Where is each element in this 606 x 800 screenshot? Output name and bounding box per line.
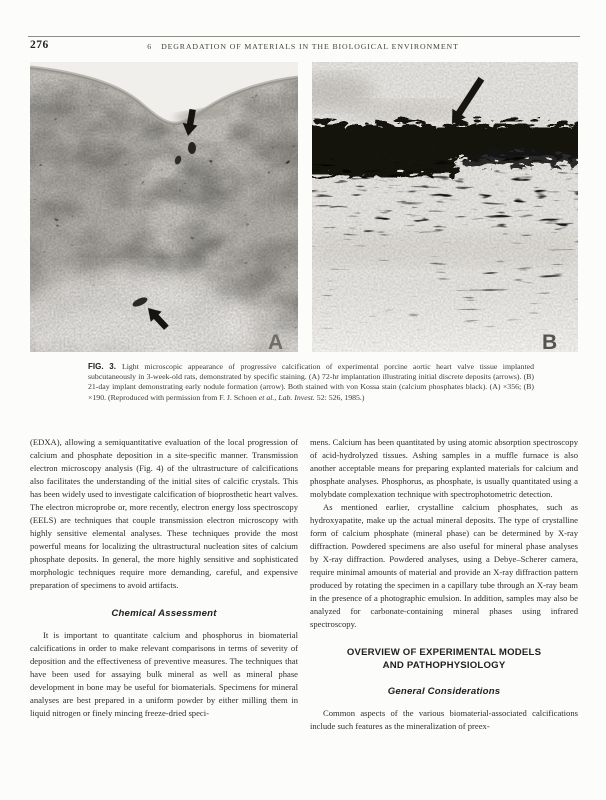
right-column — [310, 436, 578, 733]
tissue-texture-b — [312, 62, 578, 352]
caption-journal: Lab. Invest. — [276, 392, 315, 402]
figure-3 — [30, 62, 578, 352]
micrograph-panel-a — [30, 62, 298, 352]
heading-chemical-assessment: Chemical Assessment — [111, 608, 217, 619]
heading-general-considerations: General Considerations — [387, 686, 501, 697]
micrograph-b-image — [312, 62, 578, 352]
page-number: 276 — [30, 39, 49, 51]
left-column — [30, 436, 298, 720]
micrograph-a-image — [30, 62, 298, 352]
caption-text: Light microscopic appearance of progressive calcification of experimental porcine aortic heart valve tissue implanted subcutaneously in 3-week-old rats, demonstrated by specific staining. (A) 72-hr implantation illustrating initial discrete deposits (arrows). (B) 21-day implant demonstrating early nodule formation (arrow). Both stained with von Kossa stain (calcium phosphates black). (A) ×356; (B) ×190. (Reproduced with permission from F. J. Schoen — [88, 362, 534, 402]
micrograph-panel-b — [312, 62, 578, 352]
paragraph-crystalline: As mentioned earlier, crystalline calcium phosphates, such as hydroxyapatite, make up the actual mineral deposits. The type of crystalline form of calcium phosphate (mineral phase) can be determined by X-ray diffraction. Powdered specimens are also useful for mineral phase analyses by X-ray diffraction. Powdered analyses, using a Debye–Scherer camera, require minimal amounts of material and provide an X-ray diffraction pattern produced by rotating the specimen in a capillary tube through an X-ray beam in the presence of a photographic emulsion. In addition, samples may also be analyzed for carbonate-containing mineral phases using infrared spectroscopy. — [310, 502, 578, 629]
panel-b-label: B — [542, 331, 558, 352]
running-head — [0, 42, 606, 51]
paragraph-quantitate: It is important to quantitate calcium and phosphorus in biomaterial calcifications in order to make relevant comparisons in terms of severity of deposition and the effectiveness of preventive measures. The techniques that have been used for assaying bulk mineral as well as mineral phase development in bone may be useful for biomaterials. Specimens for mineral analyses are best prepared in a uniform powder by either milling them in liquid nitrogen or finely mincing freeze-dried speci- — [30, 630, 298, 718]
heading-overview — [310, 647, 578, 672]
tissue-texture-a — [30, 62, 298, 352]
panel-a-label: A — [268, 331, 284, 352]
heading-overview-line2: AND PATHOPHYSIOLOGY — [382, 659, 506, 671]
caption-label: FIG. 3. — [88, 362, 116, 371]
figure-caption — [88, 362, 534, 403]
caption-et-al: et al., — [258, 392, 277, 402]
chapter-number: 6 — [147, 42, 153, 51]
paragraph-common-aspects: Common aspects of the various biomaterial-associated calcifications include such features as the mineralization of preex- — [310, 708, 578, 731]
caption-tail: 52: 526, 1985.) — [314, 392, 365, 402]
paragraph-edxa: (EDXA), allowing a semiquantitative evaluation of the local progression of calcium and phosphate deposition in a site-specific manner. Transmission electron microscopy analysis (Fig. 4) of the ultrastructure of calcifications also facilitates the understanding of the initial sites of calcific crystals. This has been widely used to investigate calcification of bioprosthetic heart valves. The electron microprobe or, more recently, electron energy loss spectroscopy (EELS) are techniques that couple transmission electron microscopy with highly sensitive elemental analyses. These techniques provide the most powerful means for localizing the ultrastructural nucleation sites of calcium phosphate deposits. In general, the more highly sensitive and sophisticated morphologic techniques require more demanding, careful, and expensive preparation of specimens to avoid artifacts. — [30, 437, 298, 590]
header-rule — [28, 36, 580, 37]
paragraph-calcium-quantitated: mens. Calcium has been quantitated by using atomic absorption spectroscopy of acid-hydrolyzed tissues. Ashing samples in a muffle furnace is also another acceptable means for preparing explanted materials for calcium and phosphate analyses. Phosphorus, as phosphate, is usually quantitated using a molybdate complexation technique with spectrophotometric detection. — [310, 437, 578, 499]
running-title: DEGRADATION OF MATERIALS IN THE BIOLOGICAL ENVIRONMENT — [161, 42, 459, 51]
heading-overview-line1: OVERVIEW OF EXPERIMENTAL MODELS — [346, 647, 542, 658]
